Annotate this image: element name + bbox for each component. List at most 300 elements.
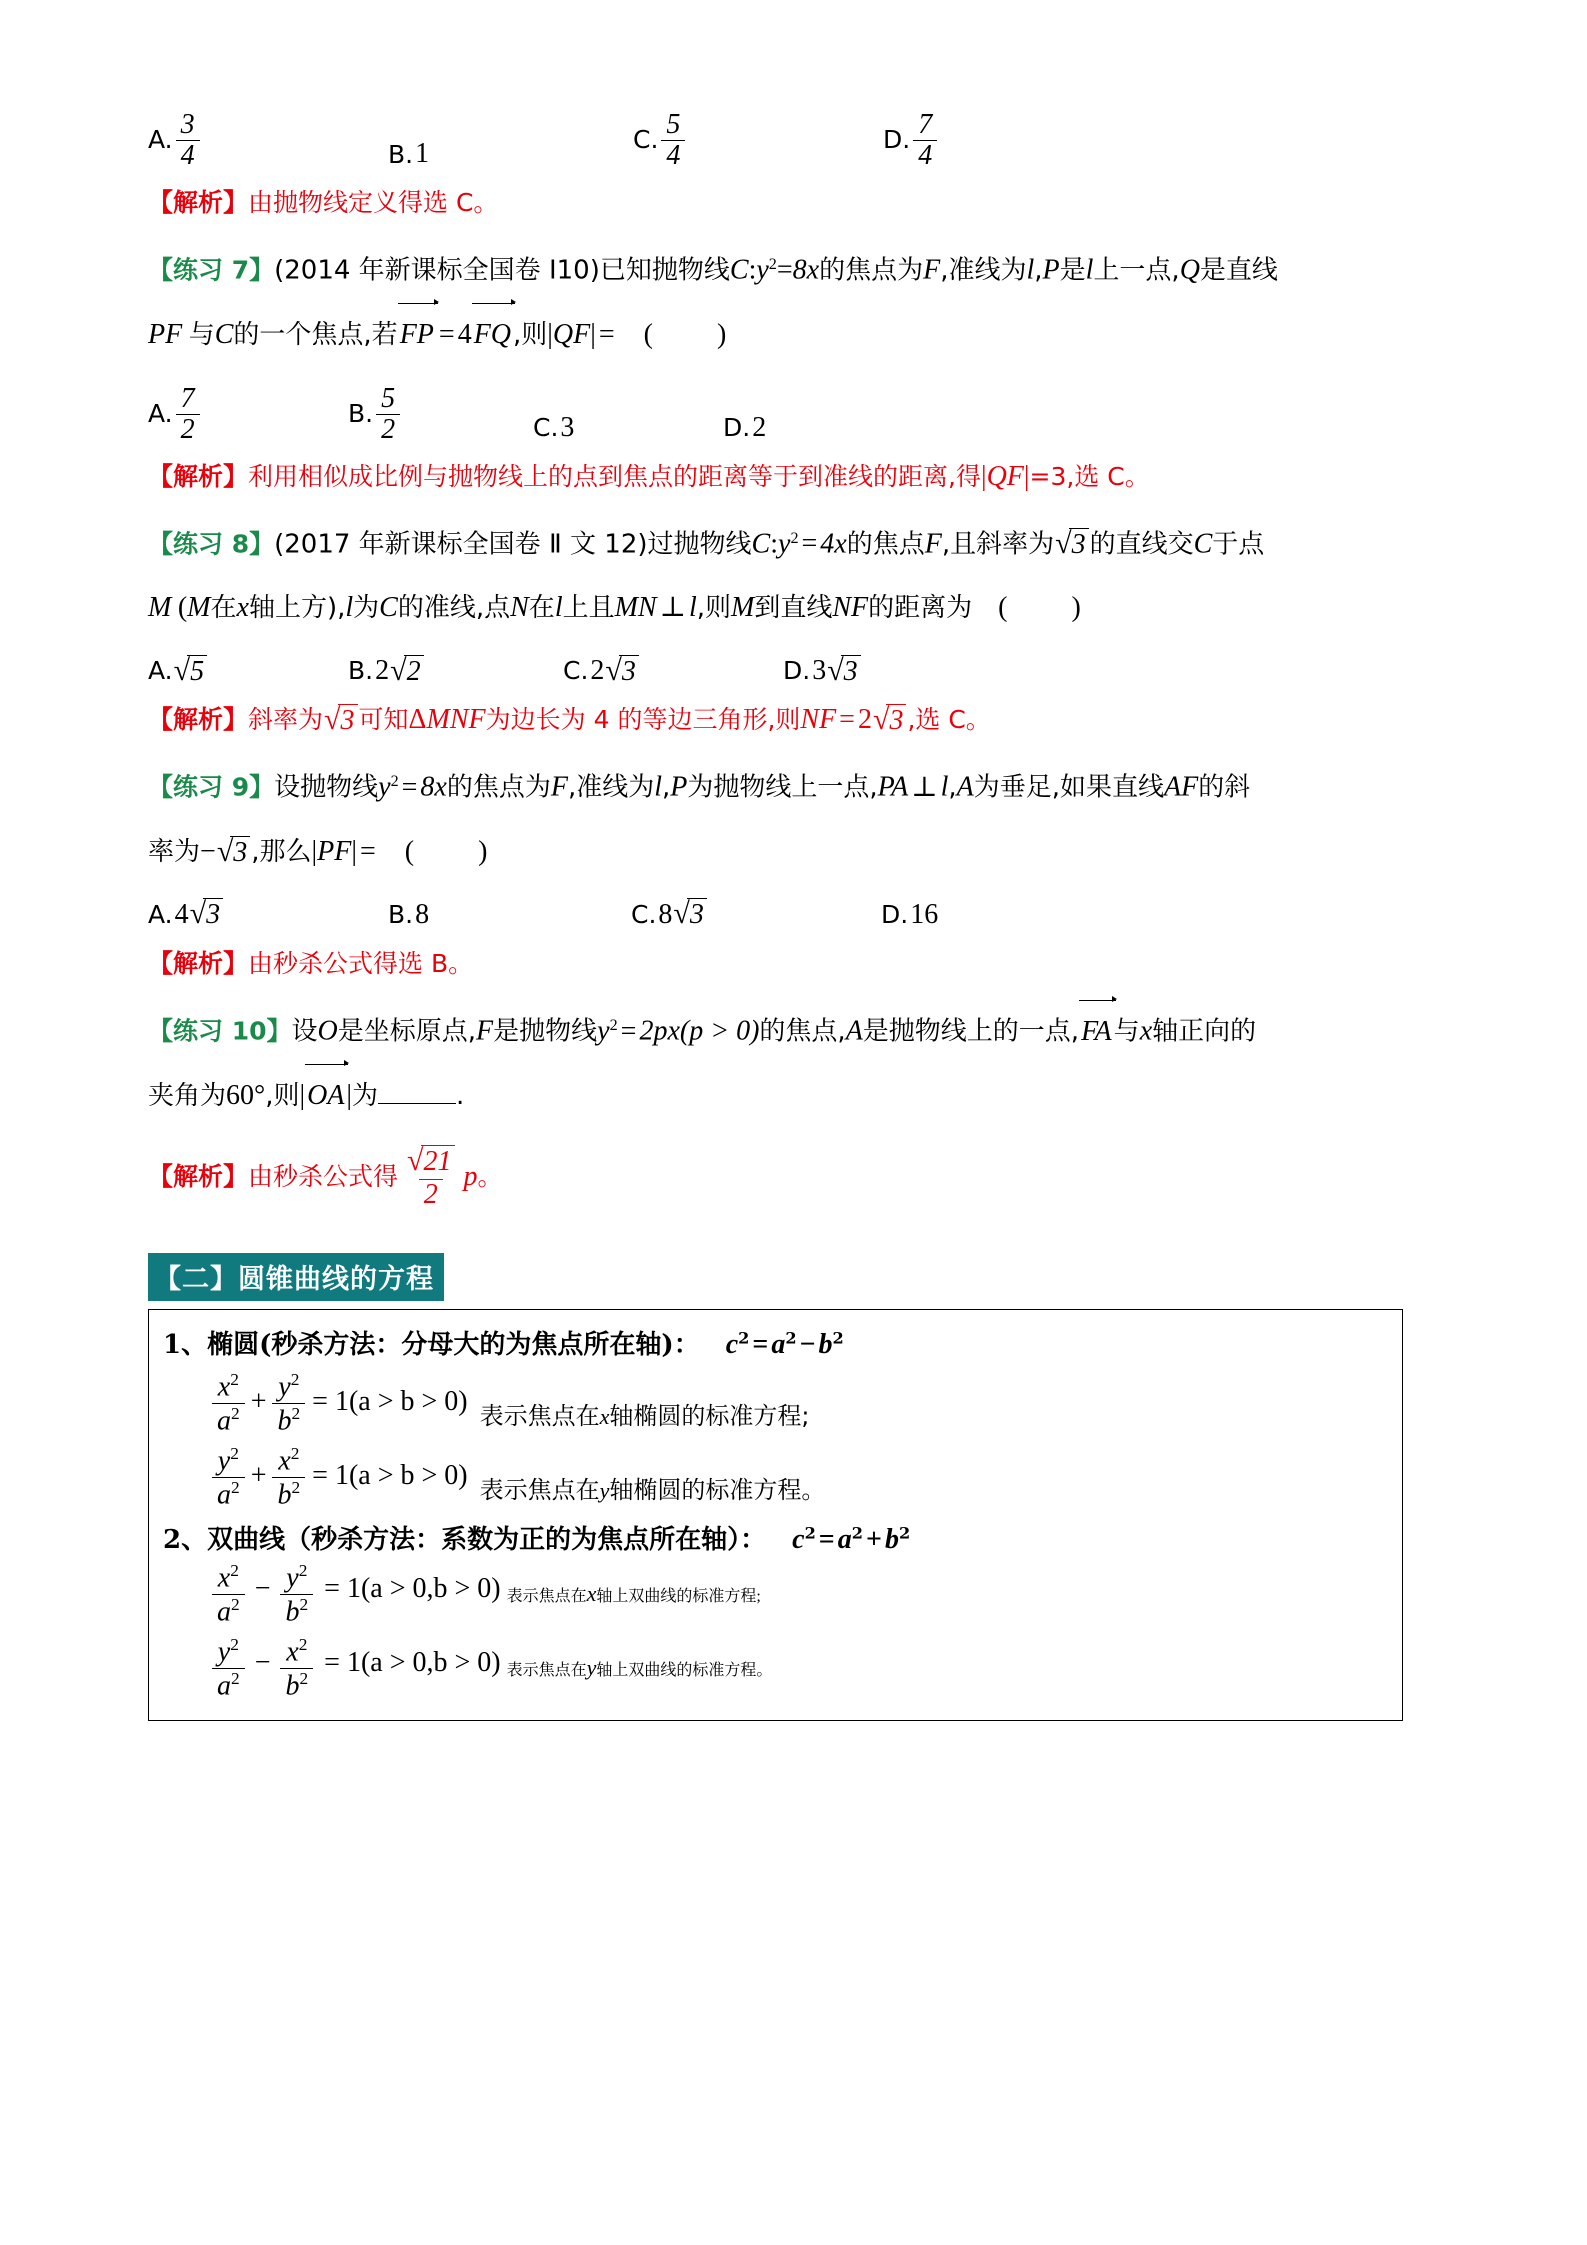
ellipse-eq2-den1 (212, 1477, 245, 1510)
exercise10-bar-open: | (299, 1079, 306, 1111)
exercise8-analysis (148, 691, 1448, 749)
option-c-fraction (661, 108, 685, 172)
perpendicular-icon: ⊥ (911, 771, 938, 803)
exercise10-bar-close: | (346, 1079, 353, 1111)
ex9-option-d (881, 899, 938, 931)
ex8-option-d-sqrt (827, 655, 860, 688)
question6-options (148, 96, 1448, 170)
ellipse-eq2-num2-exp: 2 (290, 1443, 300, 1463)
ellipse-eq2-frac2 (272, 1445, 305, 1510)
ex7-analysis-label: 【解析】 (148, 461, 249, 491)
ellipse-eq1-num1-exp: 2 (230, 1369, 239, 1389)
ellipse-title: 椭圆 (207, 1329, 260, 1360)
exercise7-focus: F (923, 254, 941, 286)
option-c-denominator: 4 (661, 140, 685, 171)
exercise7-paren-open: ( (643, 318, 653, 350)
hyperbola-relation-c-exp: 2 (804, 1522, 816, 1542)
ex9-option-c-coefficient: 8 (658, 898, 673, 930)
option-a-numerator: 3 (180, 108, 195, 140)
hyperbola-eq1-tail (501, 1581, 761, 1607)
exercise9-sqrt3 (217, 836, 250, 869)
analysis-text: 由抛物线定义得选 C。 (248, 188, 499, 217)
exercise10-stem-line1 (148, 997, 1448, 1061)
ex9-option-a (148, 898, 388, 931)
exercise9-stem-line2 (148, 823, 1448, 881)
hyperbola-eq2-den1 (212, 1668, 245, 1701)
hyperbola-eq2-den2-exp: 2 (299, 1669, 309, 1689)
hyperbola-eq1-rhs: = 1(a > 0,b > 0) (324, 1573, 501, 1605)
exercise8-text-e: 于点 (1212, 529, 1265, 560)
radical-sign-icon: √ (407, 1144, 424, 1178)
radical-sign-icon: √ (872, 703, 890, 737)
exercise8-l2-text-h: ,则 (696, 593, 731, 624)
ellipse-eq2-tail-b: 轴椭圆的标准方程。 (609, 1475, 826, 1504)
option-a (148, 110, 388, 170)
exercise7-stem-line2 (148, 306, 1448, 364)
hyperbola-eq1-den1-var: a (217, 1596, 231, 1628)
hyperbola-method: （秒杀方法：系数为正的为焦点所在轴）： (285, 1524, 767, 1555)
exercise7-pf: PF (148, 318, 183, 350)
exercise8-l2-text-d: 为 (353, 593, 380, 624)
hyperbola-eq1-den1-exp: 2 (231, 1595, 240, 1615)
exercise8-l2-text-b: 在 (210, 593, 237, 624)
radical-sign-icon: √ (827, 653, 844, 687)
ex7-option-d (723, 412, 766, 444)
exercise9-text-f: , (948, 772, 957, 803)
ex10-analysis-label: 【解析】 (148, 1161, 249, 1191)
ex8-option-b-label: B. (348, 656, 374, 686)
ex9-option-b-value: 8 (415, 898, 430, 930)
exercise8-stem-line2 (148, 579, 1448, 637)
exercise10-text-g: 轴正向的 (1152, 1016, 1257, 1047)
ellipse-eq1-axis: x (599, 1403, 610, 1429)
exercise9-l2-text-b: ,那么 (251, 836, 312, 867)
ex10-analysis-text-a: 由秒杀公式得 (248, 1161, 399, 1191)
radical-sign-icon: √ (1055, 527, 1072, 561)
ellipse-eq2-den1-var: a (217, 1479, 231, 1511)
ex8-option-c-value: 3 (619, 655, 639, 688)
option-a-fraction (176, 108, 200, 172)
ex7-analysis-text-b: =3,选 C。 (1029, 461, 1150, 491)
exercise9-bar-close: | (351, 835, 357, 867)
exercise8-sqrt3 (1055, 528, 1088, 561)
hyperbola-eq2-frac1 (212, 1636, 245, 1701)
exercise8-focus: F (924, 528, 942, 560)
hyperbola-eq2-num1 (213, 1636, 244, 1668)
ex10-analysis-denominator: 2 (419, 1179, 443, 1210)
ex7-option-c (533, 412, 723, 444)
exercise9-text-a: 设抛物线 (274, 772, 379, 803)
ex8-option-a-sqrt (174, 655, 207, 688)
option-c-label: C. (633, 125, 659, 155)
ex8-option-a-label: A. (148, 656, 173, 686)
option-a-label: A. (148, 125, 173, 155)
hyperbola-equation-2-row (163, 1632, 1388, 1704)
ex7-option-a-denominator: 2 (176, 414, 200, 445)
ellipse-eq2-axis: y (599, 1477, 610, 1503)
option-b (388, 138, 633, 170)
ex9-option-c-label: C. (631, 900, 657, 930)
exercise7-exponent: 2 (768, 256, 777, 273)
ellipse-eq1-num2-exp: 2 (290, 1369, 300, 1389)
exercise7-analysis (148, 448, 1448, 506)
ex8-analysis-text-c: 为边长为 4 的等边三角形,则 (485, 705, 801, 735)
exercise8-options (148, 643, 1448, 687)
ex9-option-b (388, 899, 631, 931)
exercise9-point-p: P (670, 771, 688, 803)
option-a-denominator: 4 (176, 140, 200, 171)
hyperbola-eq1-frac2 (280, 1562, 313, 1627)
ex8-analysis-sqrt3-value: 3 (338, 704, 358, 737)
ellipse-eq1-num1-var: x (217, 1371, 231, 1403)
exercise10-focus: F (476, 1015, 494, 1047)
exercise8-colon: : (770, 528, 778, 560)
ex9-option-c (631, 898, 881, 931)
ellipse-eq1-tail-b: 轴椭圆的标准方程; (609, 1401, 810, 1430)
exercise9-text-g: 为垂足,如果直线 (973, 772, 1165, 803)
exercise9-y: y (378, 771, 391, 803)
hyperbola-eq2-den2-var: b (285, 1670, 300, 1702)
exercise7-text-g: 是直线 (1199, 255, 1278, 286)
exercise7-rhs: 8x (792, 254, 820, 286)
hyperbola-index: 2、 (163, 1524, 208, 1555)
option-d-denominator: 4 (913, 140, 937, 171)
ex8-option-a-value: 5 (187, 655, 207, 688)
ellipse-equation-2 (209, 1444, 468, 1509)
ellipse-eq1-rhs: = 1(a > b > 0) (312, 1386, 468, 1418)
option-d-label: D. (883, 125, 911, 155)
exercise9-options (148, 887, 1448, 931)
exercise8-m2: M (731, 592, 755, 624)
hyperbola-eq1-den2-exp: 2 (299, 1595, 309, 1615)
exercise8-equals: = (801, 528, 818, 560)
exercise8-l3: l (688, 592, 697, 624)
ellipse-eq2-num1 (213, 1445, 244, 1477)
hyperbola-eq1-frac1 (212, 1562, 245, 1627)
hyperbola-eq1-tail-b: 轴上双曲线的标准方程; (596, 1587, 761, 1605)
ellipse-eq1-tail-a: 表示焦点在 (479, 1401, 600, 1430)
exercise9-stem-line1 (148, 753, 1448, 817)
ex10-analysis-p: p (463, 1160, 478, 1192)
ex9-option-d-value: 16 (910, 898, 939, 930)
ex8-analysis-equals: = (839, 704, 855, 736)
ex7-option-c-label: C. (533, 413, 559, 443)
exercise8-nf: NF (832, 592, 869, 624)
exercise9-l2: l (940, 771, 949, 803)
ex9-option-a-label: A. (148, 900, 173, 930)
ellipse-eq1-frac1 (212, 1371, 245, 1436)
exercise7-bar-close: | (590, 318, 596, 350)
exercise10-l2-text-d: . (456, 1080, 465, 1111)
exercise10-text-e: 是抛物线上的一点, (862, 1016, 1080, 1047)
ex9-option-a-coefficient: 4 (174, 898, 189, 930)
ellipse-eq1-den1-exp: 2 (231, 1403, 240, 1423)
hyperbola-eq2-den1-var: a (217, 1670, 231, 1702)
ellipse-eq1-frac2 (272, 1371, 305, 1436)
hyperbola-equation-2 (209, 1635, 501, 1700)
ellipse-relation-minus: − (799, 1328, 816, 1360)
exercise9-sqrt3-value: 3 (230, 836, 250, 869)
exercise8-label: 【练习 8】 (148, 529, 275, 559)
exercise9-text-h: 的斜 (1198, 772, 1251, 803)
hyperbola-eq2-tail-b: 轴上双曲线的标准方程。 (596, 1661, 773, 1679)
exercise9-directrix: l (654, 771, 663, 803)
ellipse-relation-a: a (771, 1328, 786, 1360)
exercise7-paren-close: ) (716, 318, 727, 350)
exercise9-exponent: 2 (390, 773, 399, 791)
hyperbola-eq1-num2 (281, 1562, 312, 1594)
exercise9-rhs: 8x (420, 771, 447, 803)
ellipse-eq1-den2-exp: 2 (291, 1403, 301, 1423)
perpendicular-icon: ⊥ (659, 592, 686, 624)
exercise8-sqrt3-value: 3 (1069, 528, 1089, 561)
exercise8-rhs: 4x (820, 528, 847, 560)
ex7-analysis-text-a: 利用相似成比例与抛物线上的点到焦点的距离等于到准线的距离,得 (248, 461, 981, 491)
exercise7-text-e: 是 (1059, 255, 1086, 286)
hyperbola-eq1-num1-var: x (217, 1562, 231, 1594)
exercise8-source: (2017 年新课标全国卷 Ⅱ 文 12) (274, 529, 648, 560)
exercise9-l2-text-a: 率为 (148, 836, 201, 867)
hyperbola-eq2-tail-a: 表示焦点在 (506, 1661, 587, 1679)
ex8-option-b-coefficient: 2 (375, 654, 390, 686)
exercise8-paren-open: ( (998, 592, 1008, 624)
ex7-option-b-numerator: 5 (381, 382, 396, 414)
exercise7-c2: C (214, 318, 234, 350)
ex7-option-a (148, 384, 348, 444)
ex9-option-a-sqrt (190, 898, 223, 931)
ex7-analysis-bar-open: | (980, 460, 987, 492)
exercise8-x-axis: x (236, 592, 249, 624)
ellipse-eq1-den1-var: a (217, 1405, 231, 1437)
exercise8-c3: C (379, 592, 398, 624)
exercise9-paren-open: ( (404, 835, 415, 867)
hyperbola-eq1-tail-a: 表示焦点在 (506, 1587, 587, 1605)
ellipse-relation-a-exp: 2 (785, 1327, 797, 1347)
exercise7-text-d: , (1034, 255, 1043, 286)
option-b-label: B. (388, 139, 414, 169)
exercise10-text-f: 与 (1113, 1016, 1140, 1047)
exercise9-pf: PF (317, 835, 352, 867)
ex9-analysis-label: 【解析】 (148, 948, 249, 978)
ellipse-eq1-tail (468, 1396, 810, 1435)
ex8-analysis-text-d: ,选 C。 (907, 705, 991, 735)
exercise7-vector-fp: FP (398, 306, 436, 364)
ex10-analysis-sqrt-value: 21 (421, 1145, 455, 1178)
exercise10-point-a: A (845, 1015, 863, 1047)
hyperbola-eq2-axis: y (586, 1654, 597, 1680)
ellipse-eq1-num2 (273, 1371, 304, 1403)
ex8-analysis-coefficient: 2 (857, 704, 872, 736)
ellipse-equation-2-row (163, 1437, 1388, 1509)
hyperbola-relation-equals: = (818, 1523, 835, 1555)
exercise10-vector-oa: OA (305, 1067, 346, 1125)
option-b-value: 1 (415, 138, 430, 169)
ex8-option-c-sqrt (605, 655, 638, 688)
exercise10-l2-text-c: 为 (352, 1080, 379, 1111)
exercise10-text-a: 设 (291, 1016, 318, 1047)
exercise8-text-c: ,且斜率为 (941, 529, 1055, 560)
ellipse-method: (秒杀方法：分母大的为焦点所在轴)： (259, 1329, 700, 1360)
exercise8-c2: C (1193, 528, 1213, 560)
exercise7-text-a: 已知抛物线 (599, 255, 730, 286)
exercise8-l2-text-e: 的准线,点 (397, 593, 511, 624)
exercise7-equals: = (776, 254, 793, 286)
ellipse-relation-equals: = (752, 1328, 769, 1360)
exercise7-bar-open: | (547, 318, 553, 350)
exercise9-text-e: 为抛物线上一点, (687, 772, 878, 803)
exercise7-stem-line1 (148, 236, 1448, 300)
hyperbola-eq1-den2 (280, 1594, 313, 1627)
ex7-option-a-fraction (176, 382, 200, 446)
ex8-option-d-value: 3 (841, 655, 861, 688)
hyperbola-relation-a: a (837, 1523, 852, 1555)
ellipse-eq2-num1-var: y (217, 1445, 231, 1477)
ex9-analysis-text: 由秒杀公式得选 B。 (248, 948, 474, 978)
exercise7-source: (2014 年新课标全国卷 I10) (274, 255, 600, 286)
ellipse-relation-c-exp: 2 (738, 1327, 750, 1347)
radical-sign-icon: √ (216, 834, 234, 868)
exercise10-stem-line2 (148, 1067, 1448, 1125)
hyperbola-heading (163, 1519, 1388, 1556)
exercise7-text-c: ,准线为 (940, 255, 1027, 286)
exercise10-analysis (148, 1131, 1448, 1223)
exercise10-y: y (597, 1015, 610, 1047)
exercise10-equals: = (620, 1015, 637, 1047)
ex8-option-c-label: C. (563, 656, 589, 686)
exercise9-text-d: , (662, 772, 671, 803)
hyperbola-eq1-num1-exp: 2 (230, 1561, 239, 1581)
ellipse-heading (163, 1324, 1388, 1361)
ex8-analysis-sqrt3 (324, 704, 357, 737)
hyperbola-eq1-num2-exp: 2 (298, 1561, 308, 1581)
ellipse-eq2-den2-var: b (277, 1479, 292, 1511)
exercise9-paren-close: ) (478, 835, 488, 867)
hyperbola-relation-c: c (792, 1523, 805, 1555)
exercise8-stem-line1 (148, 510, 1448, 574)
hyperbola-eq1-den1 (212, 1594, 245, 1627)
hyperbola-relation-b-exp: 2 (898, 1522, 911, 1542)
exercise8-text-b: 的焦点 (846, 529, 925, 560)
exercise9-pa: PA (877, 771, 909, 803)
hyperbola-eq2-frac2 (280, 1636, 313, 1701)
exercise9-point-a: A (956, 771, 974, 803)
ex10-analysis-fraction (401, 1145, 460, 1209)
exercise7-label: 【练习 7】 (148, 255, 275, 285)
analysis-label: 【解析】 (148, 188, 249, 217)
ellipse-eq2-den2-exp: 2 (291, 1477, 301, 1497)
ellipse-eq1-operator: + (250, 1386, 267, 1418)
ex8-option-a (148, 655, 348, 688)
exercise9-text-b: 的焦点为 (446, 772, 551, 803)
exercise8-l2-text-f: 在 (528, 593, 555, 624)
exercise8-l2-text-c: 轴上方), (248, 593, 346, 624)
ex8-option-b-sqrt (390, 655, 423, 688)
ellipse-eq2-rhs: = 1(a > b > 0) (312, 1460, 468, 1492)
exercise10-condition: (p > 0) (679, 1015, 760, 1047)
ex7-option-b-fraction (376, 382, 400, 446)
exercise8-l2-text-g: 上且 (562, 593, 615, 624)
ex8-analysis-label: 【解析】 (148, 705, 249, 735)
ex7-option-a-label: A. (148, 399, 173, 429)
exercise10-angle: 60° (226, 1079, 266, 1111)
hyperbola-eq2-num1-exp: 2 (230, 1635, 239, 1655)
ex7-option-d-label: D. (723, 413, 751, 443)
exercise9-bar-open: | (311, 835, 318, 867)
ex7-option-c-value: 3 (560, 411, 575, 443)
hyperbola-equation-1-row (163, 1558, 1388, 1630)
exercise7-point-q: Q (1179, 254, 1200, 286)
hyperbola-title: 双曲线 (207, 1524, 286, 1555)
hyperbola-eq2-tail (501, 1655, 773, 1681)
hyperbola-relation-plus: + (865, 1523, 882, 1555)
answer-blank[interactable] (378, 1103, 456, 1104)
exercise8-l2-text-j: 的距离为 (868, 593, 973, 624)
hyperbola-eq2-operator: − (254, 1647, 271, 1679)
exercise7-coefficient: 4 (457, 318, 472, 350)
ellipse-eq1-num2-var: y (278, 1371, 291, 1403)
exercise10-text-b: 是坐标原点, (337, 1016, 477, 1047)
exercise8-text-d: 的直线交 (1089, 529, 1194, 560)
exercise7-qf: QF (552, 318, 591, 350)
conic-formula-box (148, 1309, 1403, 1721)
ellipse-eq2-frac1 (212, 1445, 245, 1510)
ellipse-relation-b: b (818, 1328, 833, 1360)
section-two-heading: 【二】圆锥曲线的方程 (148, 1253, 444, 1301)
ex8-analysis-mnf: MNF (426, 704, 486, 736)
exercise9-equals: = (401, 771, 418, 803)
exercise10-text-d: 的焦点, (759, 1016, 846, 1047)
ex10-analysis-sqrt (407, 1145, 454, 1178)
exercise9-focus: F (550, 771, 568, 803)
exercise9-result-equals: = (359, 835, 376, 867)
exercise9-af: AF (1164, 771, 1199, 803)
hyperbola-eq1-num1 (213, 1562, 244, 1594)
exercise7-l2: l (1085, 254, 1094, 286)
question6-analysis (148, 174, 1448, 232)
exercise8-l: l (345, 592, 354, 624)
ex8-analysis-sqrt3b-value: 3 (886, 704, 906, 737)
ex7-option-b (348, 384, 533, 444)
hyperbola-relation-a-exp: 2 (851, 1522, 863, 1542)
hyperbola-eq2-num2 (281, 1636, 312, 1668)
exercise8-point-m2: M (187, 592, 211, 624)
ex7-option-b-denominator: 2 (376, 414, 400, 445)
exercise10-label: 【练习 10】 (148, 1016, 292, 1046)
ex9-option-b-label: B. (388, 900, 414, 930)
exercise7-vec-equals: = (438, 318, 455, 350)
ellipse-eq2-num2 (273, 1445, 304, 1477)
ellipse-eq2-den1-exp: 2 (231, 1477, 240, 1497)
ellipse-eq2-operator: + (250, 1460, 267, 1492)
ellipse-eq1-den2-var: b (277, 1405, 292, 1437)
ex8-analysis-text-b: 可知 (358, 705, 409, 735)
exercise8-point-m: M (148, 592, 172, 624)
exercise9-label: 【练习 9】 (148, 772, 275, 802)
exercise7-result-equals: = (598, 318, 615, 350)
hyperbola-eq2-rhs: = 1(a > 0,b > 0) (324, 1647, 501, 1679)
exercise7-l2-text-c: ,则 (513, 319, 548, 350)
hyperbola-eq2-den1-exp: 2 (231, 1669, 240, 1689)
ex8-analysis-nf: NF (800, 704, 837, 736)
ex7-option-a-numerator: 7 (180, 382, 195, 414)
hyperbola-eq1-operator: − (254, 1573, 271, 1605)
radical-sign-icon: √ (605, 653, 622, 687)
exercise7-y: y (756, 254, 769, 286)
hyperbola-eq2-num1-var: y (217, 1636, 231, 1668)
ex7-option-b-label: B. (348, 399, 374, 429)
hyperbola-equation-1 (209, 1561, 501, 1626)
ellipse-relation-b-exp: 2 (832, 1327, 844, 1347)
